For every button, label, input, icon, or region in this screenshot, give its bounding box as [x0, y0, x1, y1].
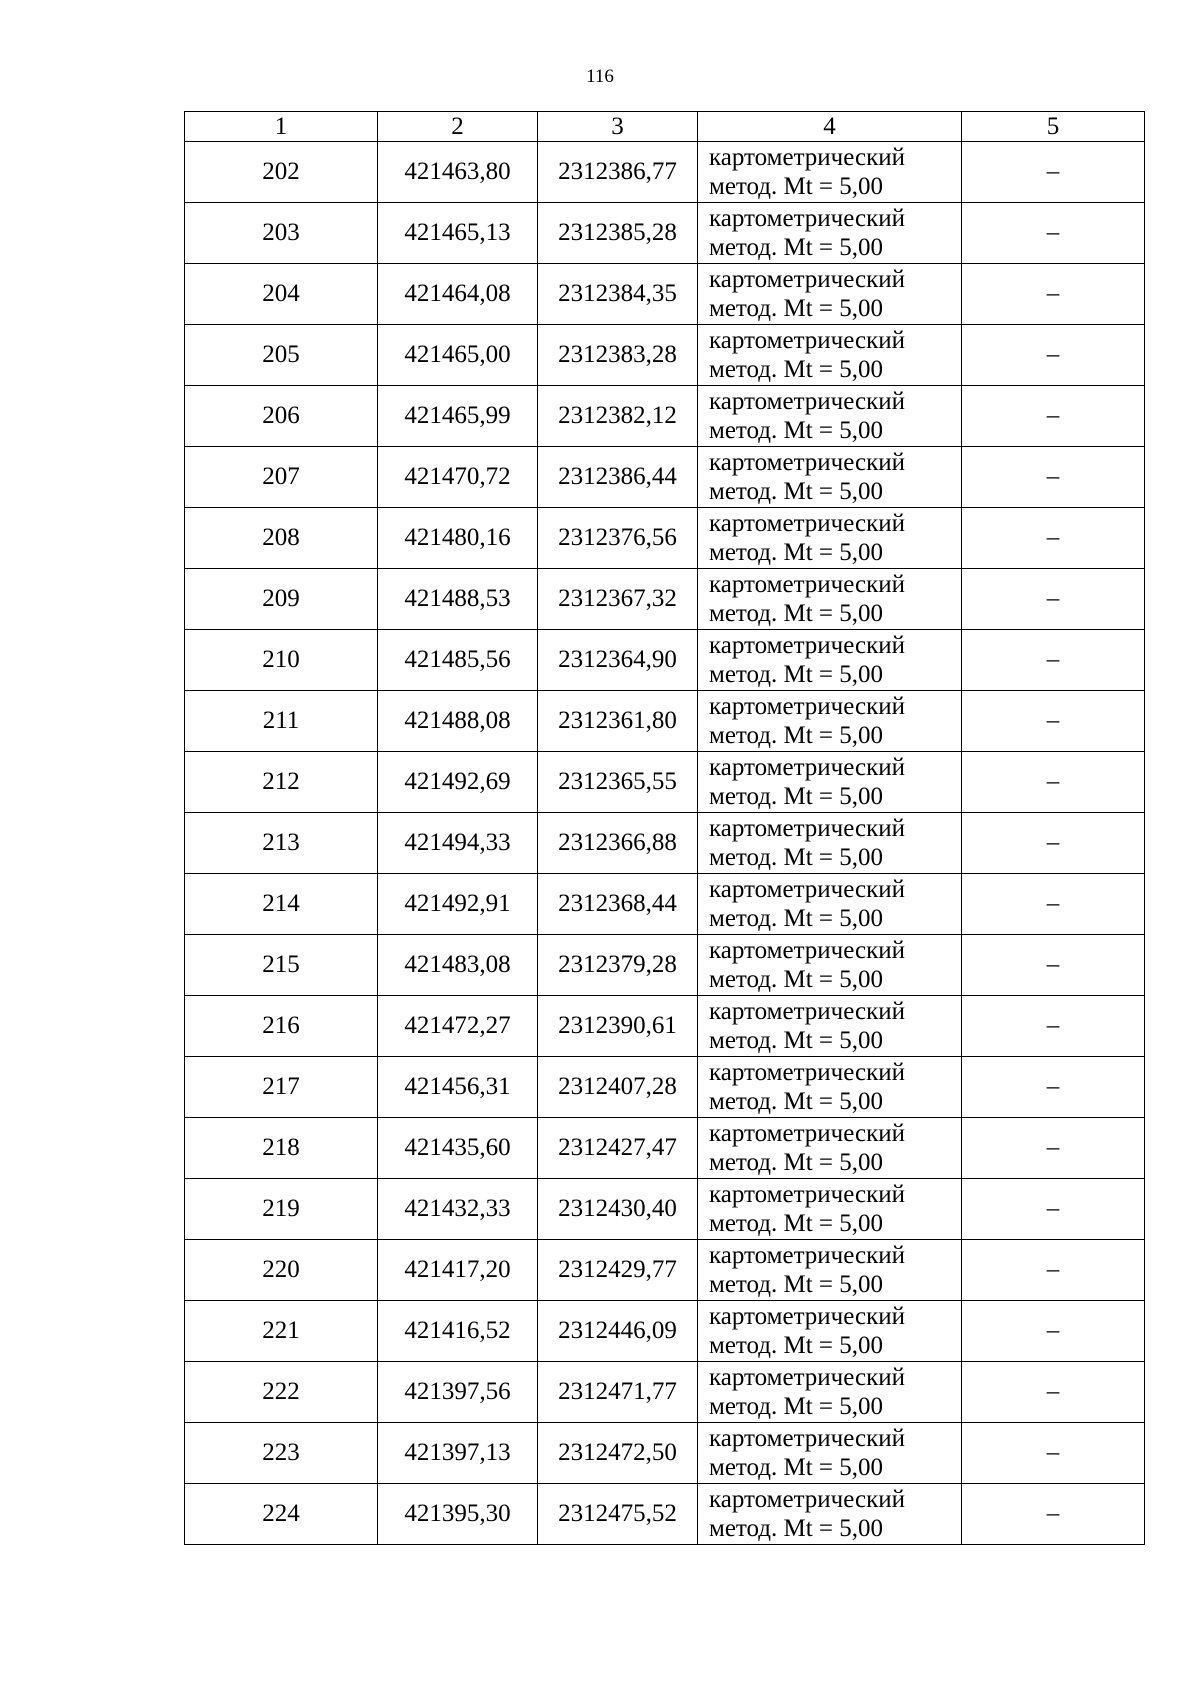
y-coordinate-cell: 2312382,12 — [538, 386, 698, 447]
method-cell — [698, 1240, 962, 1301]
note-cell: – — [962, 1179, 1145, 1240]
note-cell: – — [962, 142, 1145, 203]
table-body — [185, 142, 1145, 1545]
method-line-1: картометрический — [709, 815, 905, 842]
method-cell — [698, 1362, 962, 1423]
x-coordinate-cell: 421480,16 — [378, 508, 538, 569]
method-cell — [698, 813, 962, 874]
point-number-cell: 215 — [185, 935, 378, 996]
note-cell: – — [962, 264, 1145, 325]
point-number-cell: 208 — [185, 508, 378, 569]
method-line-1: картометрический — [709, 388, 905, 415]
table-row — [185, 386, 1145, 447]
method-cell — [698, 508, 962, 569]
method-cell — [698, 264, 962, 325]
method-line-2: метод. Mt = 5,00 — [709, 1515, 884, 1542]
y-coordinate-cell: 2312364,90 — [538, 630, 698, 691]
y-coordinate-cell: 2312475,52 — [538, 1484, 698, 1545]
method-cell — [698, 1484, 962, 1545]
column-header-5: 5 — [962, 112, 1145, 142]
method-cell — [698, 142, 962, 203]
column-header-3: 3 — [538, 112, 698, 142]
method-cell — [698, 752, 962, 813]
note-cell: – — [962, 203, 1145, 264]
column-header-1: 1 — [185, 112, 378, 142]
method-line-2: метод. Mt = 5,00 — [709, 173, 884, 200]
table-row — [185, 1423, 1145, 1484]
method-line-2: метод. Mt = 5,00 — [709, 1271, 884, 1298]
x-coordinate-cell: 421465,13 — [378, 203, 538, 264]
table-row — [185, 569, 1145, 630]
point-number-cell: 207 — [185, 447, 378, 508]
method-line-1: картометрический — [709, 1364, 905, 1391]
point-number-cell: 206 — [185, 386, 378, 447]
table-row — [185, 1057, 1145, 1118]
x-coordinate-cell: 421465,99 — [378, 386, 538, 447]
x-coordinate-cell: 421395,30 — [378, 1484, 538, 1545]
note-cell: – — [962, 630, 1145, 691]
method-line-2: метод. Mt = 5,00 — [709, 661, 884, 688]
method-cell — [698, 630, 962, 691]
x-coordinate-cell: 421492,69 — [378, 752, 538, 813]
method-cell — [698, 447, 962, 508]
point-number-cell: 224 — [185, 1484, 378, 1545]
y-coordinate-cell: 2312385,28 — [538, 203, 698, 264]
method-line-1: картометрический — [709, 571, 905, 598]
method-line-2: метод. Mt = 5,00 — [709, 1393, 884, 1420]
point-number-cell: 221 — [185, 1301, 378, 1362]
method-line-1: картометрический — [709, 327, 905, 354]
x-coordinate-cell: 421492,91 — [378, 874, 538, 935]
method-line-2: метод. Mt = 5,00 — [709, 417, 884, 444]
note-cell: – — [962, 1362, 1145, 1423]
x-coordinate-cell: 421472,27 — [378, 996, 538, 1057]
method-cell — [698, 386, 962, 447]
method-line-1: картометрический — [709, 266, 905, 293]
x-coordinate-cell: 421483,08 — [378, 935, 538, 996]
note-cell: – — [962, 386, 1145, 447]
table-row — [185, 142, 1145, 203]
method-line-2: метод. Mt = 5,00 — [709, 539, 884, 566]
point-number-cell: 222 — [185, 1362, 378, 1423]
note-cell: – — [962, 1240, 1145, 1301]
table-row — [185, 1118, 1145, 1179]
note-cell: – — [962, 1423, 1145, 1484]
table-row — [185, 935, 1145, 996]
y-coordinate-cell: 2312429,77 — [538, 1240, 698, 1301]
x-coordinate-cell: 421494,33 — [378, 813, 538, 874]
x-coordinate-cell: 421397,13 — [378, 1423, 538, 1484]
method-line-2: метод. Mt = 5,00 — [709, 905, 884, 932]
point-number-cell: 204 — [185, 264, 378, 325]
column-header-4: 4 — [698, 112, 962, 142]
x-coordinate-cell: 421435,60 — [378, 1118, 538, 1179]
method-line-1: картометрический — [709, 632, 905, 659]
table-row — [185, 874, 1145, 935]
x-coordinate-cell: 421397,56 — [378, 1362, 538, 1423]
method-cell — [698, 325, 962, 386]
point-number-cell: 205 — [185, 325, 378, 386]
point-number-cell: 223 — [185, 1423, 378, 1484]
table-row — [185, 1301, 1145, 1362]
note-cell: – — [962, 447, 1145, 508]
method-line-1: картометрический — [709, 1120, 905, 1147]
method-line-1: картометрический — [709, 205, 905, 232]
x-coordinate-cell: 421488,53 — [378, 569, 538, 630]
point-number-cell: 216 — [185, 996, 378, 1057]
method-line-2: метод. Mt = 5,00 — [709, 1088, 884, 1115]
note-cell: – — [962, 996, 1145, 1057]
y-coordinate-cell: 2312368,44 — [538, 874, 698, 935]
y-coordinate-cell: 2312366,88 — [538, 813, 698, 874]
x-coordinate-cell: 421465,00 — [378, 325, 538, 386]
y-coordinate-cell: 2312386,44 — [538, 447, 698, 508]
table-row — [185, 1240, 1145, 1301]
method-cell — [698, 1118, 962, 1179]
table-row — [185, 691, 1145, 752]
method-line-2: метод. Mt = 5,00 — [709, 844, 884, 871]
point-number-cell: 212 — [185, 752, 378, 813]
y-coordinate-cell: 2312427,47 — [538, 1118, 698, 1179]
table-row — [185, 1362, 1145, 1423]
y-coordinate-cell: 2312386,77 — [538, 142, 698, 203]
method-line-1: картометрический — [709, 1425, 905, 1452]
method-cell — [698, 996, 962, 1057]
point-number-cell: 217 — [185, 1057, 378, 1118]
method-cell — [698, 1057, 962, 1118]
x-coordinate-cell: 421464,08 — [378, 264, 538, 325]
method-line-1: картометрический — [709, 1303, 905, 1330]
method-line-1: картометрический — [709, 449, 905, 476]
method-cell — [698, 569, 962, 630]
point-number-cell: 209 — [185, 569, 378, 630]
x-coordinate-cell: 421417,20 — [378, 1240, 538, 1301]
y-coordinate-cell: 2312379,28 — [538, 935, 698, 996]
method-line-2: метод. Mt = 5,00 — [709, 783, 884, 810]
note-cell: – — [962, 325, 1145, 386]
method-line-2: метод. Mt = 5,00 — [709, 1027, 884, 1054]
method-cell — [698, 203, 962, 264]
method-line-2: метод. Mt = 5,00 — [709, 1454, 884, 1481]
note-cell: – — [962, 813, 1145, 874]
table-row — [185, 813, 1145, 874]
page-number: 116 — [586, 66, 614, 87]
method-line-1: картометрический — [709, 1486, 905, 1513]
table-row — [185, 264, 1145, 325]
method-cell — [698, 935, 962, 996]
point-number-cell: 211 — [185, 691, 378, 752]
y-coordinate-cell: 2312367,32 — [538, 569, 698, 630]
x-coordinate-cell: 421432,33 — [378, 1179, 538, 1240]
method-line-2: метод. Mt = 5,00 — [709, 600, 884, 627]
note-cell: – — [962, 508, 1145, 569]
method-line-1: картометрический — [709, 1059, 905, 1086]
x-coordinate-cell: 421485,56 — [378, 630, 538, 691]
table-row — [185, 1484, 1145, 1545]
method-cell — [698, 1423, 962, 1484]
method-line-1: картометрический — [709, 937, 905, 964]
method-line-1: картометрический — [709, 693, 905, 720]
method-line-1: картометрический — [709, 510, 905, 537]
method-line-2: метод. Mt = 5,00 — [709, 1332, 884, 1359]
table-row — [185, 508, 1145, 569]
method-line-2: метод. Mt = 5,00 — [709, 1149, 884, 1176]
note-cell: – — [962, 935, 1145, 996]
table-row — [185, 996, 1145, 1057]
method-cell — [698, 691, 962, 752]
method-line-1: картометрический — [709, 144, 905, 171]
x-coordinate-cell: 421470,72 — [378, 447, 538, 508]
note-cell: – — [962, 1118, 1145, 1179]
method-line-2: метод. Mt = 5,00 — [709, 356, 884, 383]
method-line-1: картометрический — [709, 876, 905, 903]
method-cell — [698, 1301, 962, 1362]
method-cell — [698, 874, 962, 935]
y-coordinate-cell: 2312361,80 — [538, 691, 698, 752]
method-line-1: картометрический — [709, 754, 905, 781]
y-coordinate-cell: 2312471,77 — [538, 1362, 698, 1423]
table-header-row — [185, 112, 1145, 142]
y-coordinate-cell: 2312390,61 — [538, 996, 698, 1057]
table-row — [185, 630, 1145, 691]
x-coordinate-cell: 421488,08 — [378, 691, 538, 752]
point-number-cell: 203 — [185, 203, 378, 264]
point-number-cell: 220 — [185, 1240, 378, 1301]
method-cell — [698, 1179, 962, 1240]
y-coordinate-cell: 2312446,09 — [538, 1301, 698, 1362]
table-row — [185, 752, 1145, 813]
coordinates-table — [184, 111, 1145, 1545]
note-cell: – — [962, 1057, 1145, 1118]
point-number-cell: 213 — [185, 813, 378, 874]
y-coordinate-cell: 2312365,55 — [538, 752, 698, 813]
y-coordinate-cell: 2312384,35 — [538, 264, 698, 325]
method-line-2: метод. Mt = 5,00 — [709, 722, 884, 749]
y-coordinate-cell: 2312383,28 — [538, 325, 698, 386]
y-coordinate-cell: 2312472,50 — [538, 1423, 698, 1484]
note-cell: – — [962, 874, 1145, 935]
table-row — [185, 203, 1145, 264]
method-line-1: картометрический — [709, 1181, 905, 1208]
note-cell: – — [962, 569, 1145, 630]
method-line-1: картометрический — [709, 998, 905, 1025]
note-cell: – — [962, 1484, 1145, 1545]
point-number-cell: 210 — [185, 630, 378, 691]
table-row — [185, 325, 1145, 386]
method-line-2: метод. Mt = 5,00 — [709, 234, 884, 261]
note-cell: – — [962, 752, 1145, 813]
point-number-cell: 219 — [185, 1179, 378, 1240]
table-row — [185, 1179, 1145, 1240]
column-header-2: 2 — [378, 112, 538, 142]
x-coordinate-cell: 421463,80 — [378, 142, 538, 203]
y-coordinate-cell: 2312376,56 — [538, 508, 698, 569]
method-line-2: метод. Mt = 5,00 — [709, 1210, 884, 1237]
y-coordinate-cell: 2312430,40 — [538, 1179, 698, 1240]
method-line-2: метод. Mt = 5,00 — [709, 966, 884, 993]
method-line-2: метод. Mt = 5,00 — [709, 478, 884, 505]
y-coordinate-cell: 2312407,28 — [538, 1057, 698, 1118]
table-row — [185, 447, 1145, 508]
note-cell: – — [962, 691, 1145, 752]
x-coordinate-cell: 421456,31 — [378, 1057, 538, 1118]
x-coordinate-cell: 421416,52 — [378, 1301, 538, 1362]
method-line-1: картометрический — [709, 1242, 905, 1269]
point-number-cell: 202 — [185, 142, 378, 203]
point-number-cell: 218 — [185, 1118, 378, 1179]
method-line-2: метод. Mt = 5,00 — [709, 295, 884, 322]
point-number-cell: 214 — [185, 874, 378, 935]
note-cell: – — [962, 1301, 1145, 1362]
